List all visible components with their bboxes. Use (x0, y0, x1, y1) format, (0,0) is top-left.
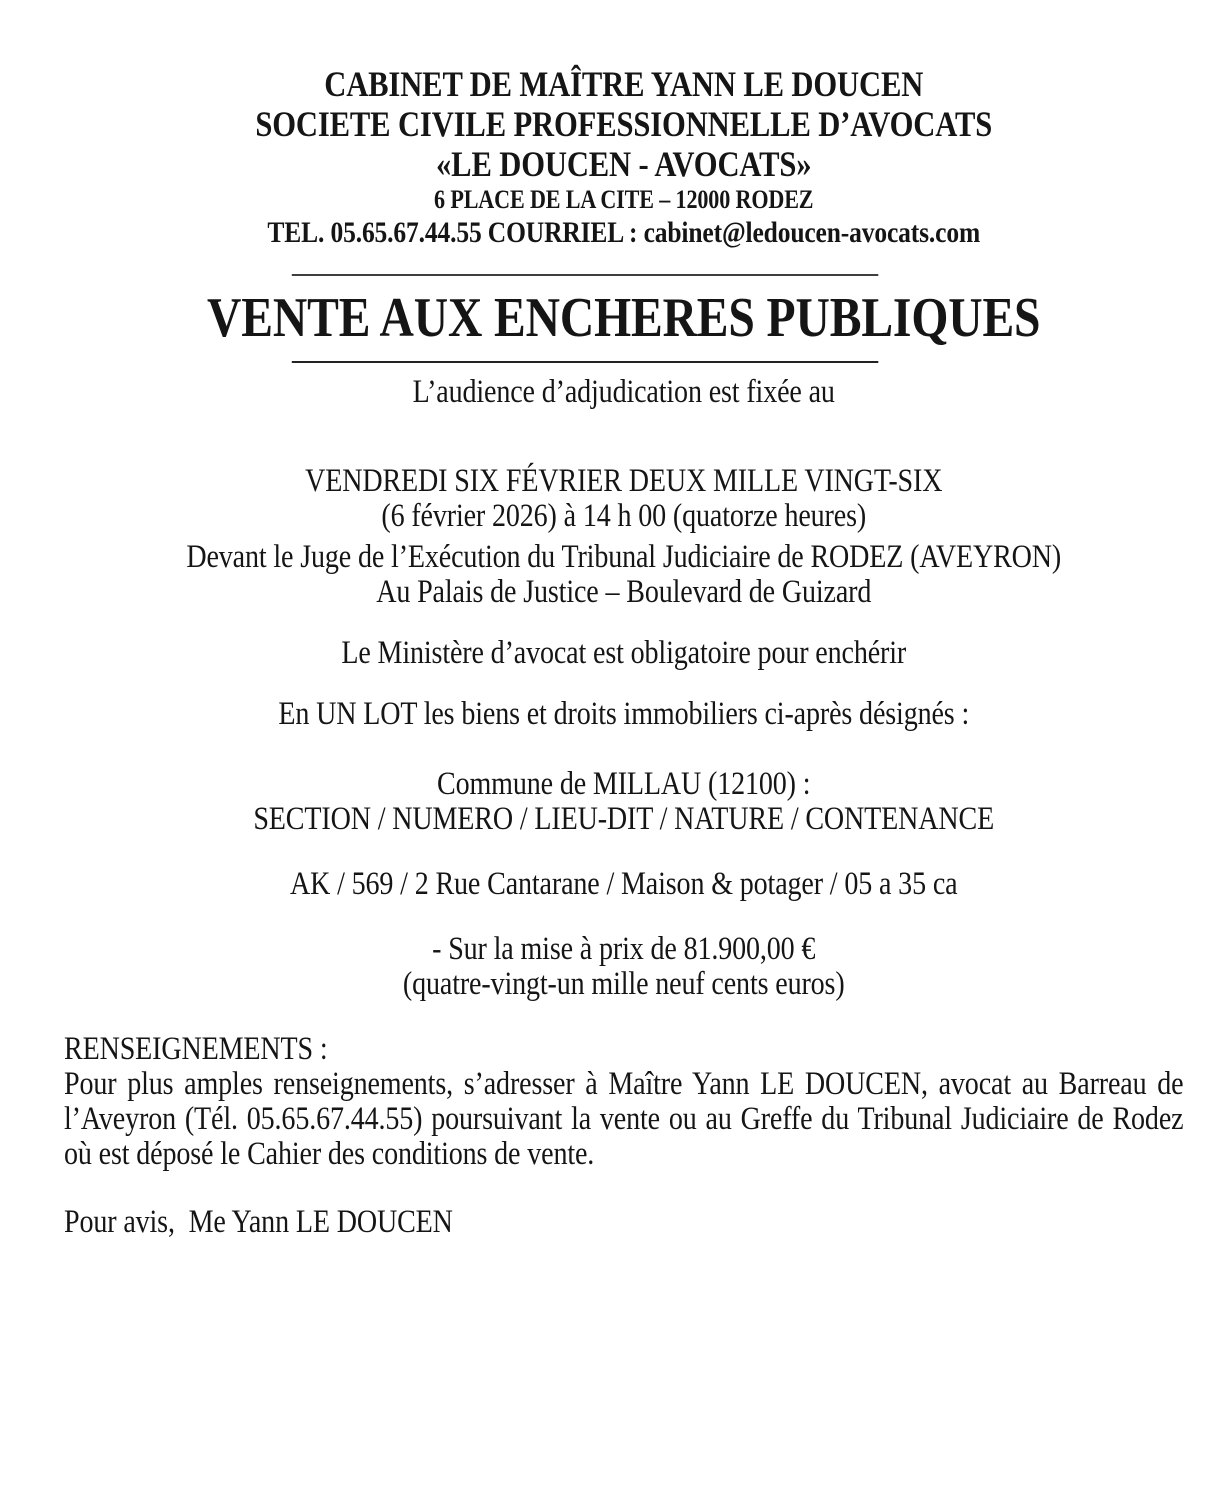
information-section (64, 1032, 1183, 1172)
cadastre-header-line: SECTION / NUMERO / LIEU-DIT / NATURE / CONTENANCE (253, 801, 995, 837)
court-address-line: Au Palais de Justice – Boulevard de Guizard (376, 574, 872, 610)
notice-title: VENTE AUX ENCHERES PUBLIQUES (207, 287, 1041, 349)
ministry-requirement-line: Le Ministère d’avocat est obligatoire pour enchérir (341, 635, 907, 671)
commune-line: Commune de MILLAU (12100) : (437, 766, 811, 802)
letterhead (64, 64, 1183, 250)
header-divider (292, 274, 879, 276)
auction-date-words: VENDREDI SIX FÉVRIER DEUX MILLE VINGT-SIX (305, 463, 943, 499)
price-line-words: (quatre-vingt-un mille neuf cents euros) (402, 966, 845, 1002)
location-block (64, 767, 1183, 837)
court-line: Devant le Juge de l’Exécution du Tribunal Judiciaire de RODEZ (AVEYRON) (186, 539, 1062, 575)
auction-date-numeric: (6 février 2026) à 14 h 00 (quatorze heures) (381, 498, 867, 534)
price-line-numeric: - Sur la mise à prix de 81.900,00 € (432, 931, 816, 967)
firm-name: CABINET DE MAÎTRE YANN LE DOUCEN (324, 64, 924, 104)
information-heading: RENSEIGNEMENTS : (64, 1031, 328, 1067)
document-content (64, 64, 1183, 1240)
auction-date-block (64, 464, 1183, 534)
information-paragraph: Pour plus amples renseignements, s’adresser à Maître Yann LE DOUCEN, avocat au Barreau de l’Aveyron (Tél. 05.65.67.44.55) poursuivant la vente ou au Greffe du Tribunal Judiciaire de Rodez où est déposé le Cahier des conditions de vente. (64, 1066, 1184, 1172)
audience-intro-line: L’audience d’adjudication est fixée au (412, 374, 835, 410)
cadastre-row: AK / 569 / 2 Rue Cantarane / Maison & potager / 05 a 35 ca (289, 866, 958, 902)
firm-address: 6 PLACE DE LA CITE – 12000 RODEZ (434, 185, 814, 214)
price-block (64, 932, 1183, 1002)
lot-line: En UN LOT les biens et droits immobiliers ci-après désignés : (278, 696, 970, 732)
firm-contact: TEL. 05.65.67.44.55 COURRIEL : cabinet@ledoucen-avocats.com (267, 216, 981, 249)
firm-trade-name: «LE DOUCEN - AVOCATS» (436, 144, 812, 184)
title-divider (292, 361, 879, 363)
signature-line: Pour avis, Me Yann LE DOUCEN (64, 1204, 453, 1240)
court-block (64, 540, 1183, 610)
firm-legal-form: SOCIETE CIVILE PROFESSIONNELLE D’AVOCATS (255, 104, 993, 144)
